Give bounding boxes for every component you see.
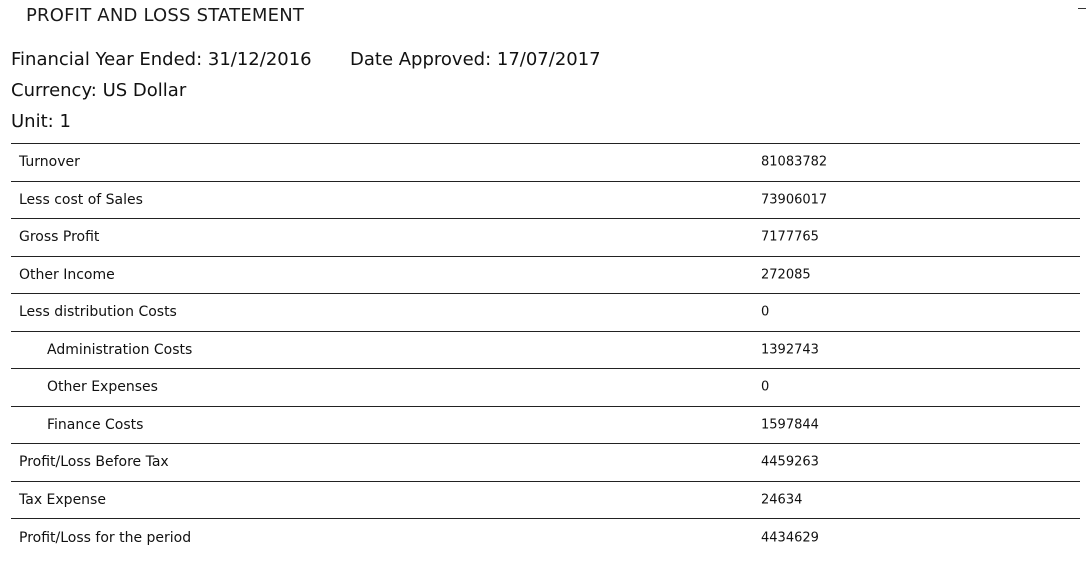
row-label: Administration Costs [47,341,193,358]
row-value: 73906017 [761,192,828,208]
currency-label: Currency: [11,80,97,101]
date-approved-label: Date Approved: [350,49,492,70]
table-row [11,444,1080,482]
row-label: Less cost of Sales [19,191,143,208]
unit [11,111,71,132]
page-title: PROFIT AND LOSS STATEMENT [26,5,305,26]
row-label: Profit/Loss for the period [19,529,192,546]
financial-year-value: 31/12/2016 [207,49,312,70]
row-value: 1392743 [761,342,819,358]
unit-value: 1 [59,111,71,132]
table-row [11,144,1080,182]
row-label: Profit/Loss Before Tax [19,454,169,471]
table-row [11,182,1080,220]
row-label: Tax Expense [19,491,106,508]
row-value: 7177765 [761,229,819,245]
table-row [11,257,1080,295]
row-value: 1597844 [761,417,819,433]
table-row [11,294,1080,332]
currency [11,80,186,101]
row-value: 81083782 [761,154,828,170]
table-row [11,407,1080,445]
row-label: Gross Profit [19,229,100,246]
row-value: 4434629 [761,530,819,546]
table-row [11,519,1080,557]
table-row [11,219,1080,257]
unit-label: Unit: [11,111,54,132]
row-label: Turnover [19,154,80,171]
row-value: 0 [761,379,770,395]
row-label: Finance Costs [47,416,144,433]
row-value: 272085 [761,267,811,283]
row-label: Less distribution Costs [19,304,177,321]
row-value: 4459263 [761,454,819,470]
row-value: 0 [761,304,770,320]
minimize-icon[interactable] [1078,8,1086,9]
date-approved-value: 17/07/2017 [496,49,601,70]
date-approved [350,49,601,70]
row-label: Other Income [19,266,115,283]
table-row [11,332,1080,370]
financial-year [11,49,312,70]
row-value: 24634 [761,492,803,508]
row-label: Other Expenses [47,379,158,396]
financial-year-label: Financial Year Ended: [11,49,203,70]
currency-value: US Dollar [102,80,187,101]
table-row [11,482,1080,520]
table-row [11,369,1080,407]
statement-table [11,143,1080,557]
